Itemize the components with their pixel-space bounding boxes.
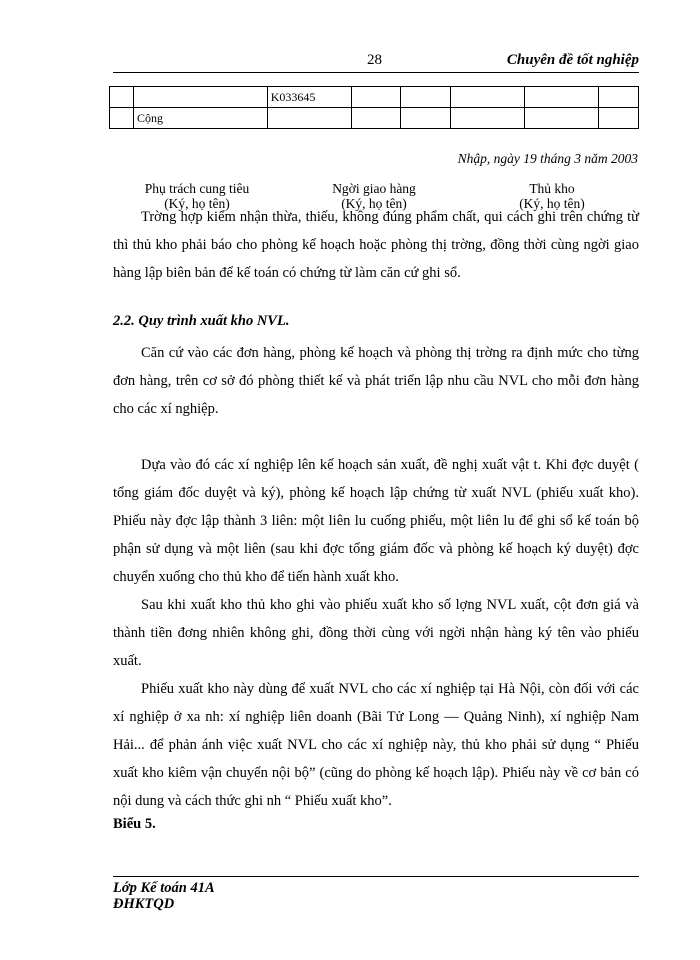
table-row <box>110 108 639 129</box>
table-cell <box>133 87 267 108</box>
footer-class: Lớp Kế toán 41A <box>113 880 215 896</box>
table-cell <box>351 87 401 108</box>
paragraph-text: Phiếu xuất kho này dùng để xuất NVL cho các xí nghiệp tại Hà Nội, còn đối với các xí nghiệp ở xa nh: xí nghiệp liên doanh (Bãi Tử Long — Quảng Ninh), xí nghiệp Nam Hải... để phản ánh việc xuất NVL cho các xí nghiệp này, thủ kho phải sử dụng “ Phiếu xuất kho kiêm vận chuyển nội bộ” (cũng do phòng kế hoạch lập). Phiếu này về cơ bản có nội dung và cách thức ghi nh “ Phiếu xuất kho”. <box>113 681 639 809</box>
table-cell <box>525 108 599 129</box>
document-title: Chuyên đề tốt nghiệp <box>506 52 639 68</box>
table-cell: Cộng <box>133 108 267 129</box>
signature-note: (Ký, họ tên) <box>519 196 585 211</box>
signature-role: Ngời giao hàng <box>332 181 416 196</box>
voucher-table <box>109 86 639 129</box>
signature-note: (Ký, họ tên) <box>164 196 230 211</box>
paragraph-text: Sau khi xuất kho thủ kho ghi vào phiếu xuất kho số lợng NVL xuất, cột đơn giá và thành tiền đơng nhiên không ghi, đồng thời cùng với ngời nhận hàng ký tên vào phiếu xuất. <box>113 597 639 669</box>
section-heading: 2.2. Quy trình xuất kho NVL. <box>113 313 290 329</box>
signature-role: Thủ kho <box>529 181 575 196</box>
table-cell <box>525 87 599 108</box>
table-cell <box>110 87 134 108</box>
signature-role: Phụ trách cung tiêu <box>144 181 250 196</box>
page-header <box>113 52 639 72</box>
table-cell <box>451 87 525 108</box>
paragraph <box>113 203 639 287</box>
paragraph <box>113 675 639 815</box>
header-rule <box>113 72 639 73</box>
paragraph <box>113 451 639 591</box>
table-cell: K033645 <box>267 87 351 108</box>
table-cell <box>351 108 401 129</box>
paragraph <box>113 339 639 423</box>
footer-university: ĐHKTQD <box>113 896 175 912</box>
table-cell <box>401 87 451 108</box>
figure-label: Biểu 5. <box>113 816 156 832</box>
page-footer <box>113 880 215 912</box>
page-number: 28 <box>367 52 382 68</box>
table-cell <box>110 108 134 129</box>
table-cell <box>267 108 351 129</box>
table-cell <box>599 87 639 108</box>
paragraph-text: Trờng hợp kiểm nhận thừa, thiếu, không đúng phẩm chất, qui cách ghi trên chứng từ thì thủ kho phải báo cho phòng kế hoạch hoặc phòng thị trờng, đồng thời cùng ngời giao hàng lập biên bản để kế toán có chứng từ làm căn cứ ghi sổ. <box>113 209 639 281</box>
signature-note: (Ký, họ tên) <box>341 196 407 211</box>
footer-rule <box>113 876 639 877</box>
paragraph <box>113 591 639 675</box>
table-cell <box>451 108 525 129</box>
date-line: Nhập, ngày 19 tháng 3 năm 2003 <box>457 151 638 166</box>
table-row <box>110 87 639 108</box>
table-cell <box>599 108 639 129</box>
paragraph-text: Dựa vào đó các xí nghiệp lên kế hoạch sản xuất, đề nghị xuất vật t. Khi đợc duyệt ( tổng giám đốc duyệt và ký), phòng kế hoạch lập chứng từ xuất NVL (phiếu xuất kho). Phiếu này đợc lập thành 3 liên: một liên lu cuống phiếu, một liên lu để ghi sổ kế toán bộ phận sử dụng và một liên (sau khi đợc tổng giám đốc và phòng kế hoạch ký duyệt) đợc chuyển xuống cho thủ kho để tiến hành xuất kho. <box>113 457 639 585</box>
paragraph-text: Căn cứ vào các đơn hàng, phòng kế hoạch và phòng thị trờng ra định mức cho từng đơn hàng, trên cơ sở đó phòng thiết kế và phát triển lập nhu cầu NVL cho mỗi đơn hàng cho các xí nghiệp. <box>113 345 639 417</box>
table-cell <box>401 108 451 129</box>
